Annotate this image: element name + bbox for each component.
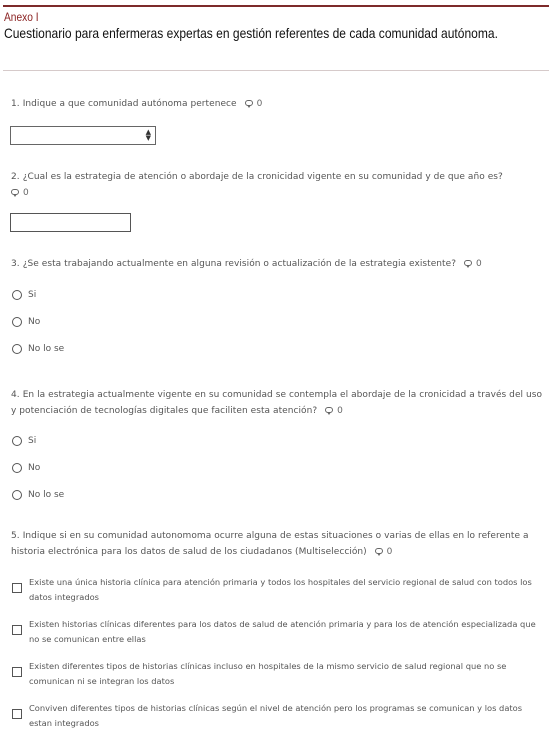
checkbox-option[interactable]: Existe una única historia clínica para atención primaria y todos los hospitales del servicio regional de salud con todos los datos integrados xyxy=(12,575,542,605)
comment-icon xyxy=(11,189,19,195)
checkbox[interactable] xyxy=(12,667,22,677)
comment-count[interactable]: 0 xyxy=(375,544,393,560)
question-number: 2. xyxy=(11,172,20,182)
question-text: Indique si en su comunidad autonomoma ocurre alguna de estas situaciones o varias de ellas en lo referente a historia electrónica para los datos de salud de los ciudadanos (Multiselección) xyxy=(11,531,529,557)
option-si[interactable]: Si xyxy=(12,434,36,448)
checkbox[interactable] xyxy=(12,709,22,719)
question-1 xyxy=(11,96,547,112)
annex-label: Anexo I xyxy=(4,10,39,24)
comment-count[interactable]: 0 xyxy=(325,403,343,419)
comment-icon xyxy=(325,407,333,413)
question-2 xyxy=(11,169,547,201)
radio-button[interactable] xyxy=(12,436,22,446)
comment-icon xyxy=(245,100,253,106)
question-3 xyxy=(11,256,547,272)
question-text: En la estrategia actualmente vigente en su comunidad se contempla el abordaje de la cronicidad a través del uso y potenciación de tecnologías digitales que faciliten esta atención? xyxy=(11,390,543,416)
option-si[interactable]: Si xyxy=(12,288,36,302)
checkbox[interactable] xyxy=(12,583,22,593)
option-no-lo-se[interactable]: No lo se xyxy=(12,488,64,502)
option-no[interactable]: No xyxy=(12,461,40,475)
question-text: ¿Se esta trabajando actualmente en alguna revisión o actualización de la estrategia existente? xyxy=(22,259,457,269)
comment-icon xyxy=(464,260,472,266)
radio-button[interactable] xyxy=(12,490,22,500)
radio-button[interactable] xyxy=(12,463,22,473)
question-text: Indique a que comunidad autónoma pertenece xyxy=(22,99,237,109)
checkbox-option[interactable]: Conviven diferentes tipos de historias clínicas según el nivel de atención pero los programas se comunican y los datos estan integrados xyxy=(12,701,542,731)
comment-count[interactable]: 0 xyxy=(11,185,29,201)
option-no[interactable]: No xyxy=(12,315,40,329)
checkbox[interactable] xyxy=(12,625,22,635)
comment-icon xyxy=(375,548,383,554)
question-number: 1. xyxy=(11,99,20,109)
option-no-lo-se[interactable]: No lo se xyxy=(12,342,64,356)
divider xyxy=(3,70,549,71)
radio-button[interactable] xyxy=(12,344,22,354)
question-5 xyxy=(11,528,547,560)
question-text: ¿Cual es la estrategia de atención o abordaje de la cronicidad vigente en su comunidad y de que año es? xyxy=(22,172,503,182)
checkbox-option[interactable]: Existen diferentes tipos de historias clínicas incluso en hospitales de la mismo servicio de salud regional que no se comunican ni se integran los datos xyxy=(12,659,542,689)
comment-count[interactable]: 0 xyxy=(245,96,263,112)
community-select[interactable] xyxy=(10,126,156,145)
radio-button[interactable] xyxy=(12,317,22,327)
comment-count[interactable]: 0 xyxy=(464,256,482,272)
radio-button[interactable] xyxy=(12,290,22,300)
strategy-input[interactable] xyxy=(10,213,131,232)
select-arrows-icon: ▲ ▼ xyxy=(145,128,151,142)
page-title: Cuestionario para enfermeras expertas en gestión referentes de cada comunidad autónoma. xyxy=(4,25,498,41)
question-number: 5. xyxy=(11,531,20,541)
header-rule xyxy=(3,5,549,7)
question-4 xyxy=(11,387,547,419)
question-number: 3. xyxy=(11,259,20,269)
checkbox-option[interactable]: Existen historias clínicas diferentes para los datos de salud de atención primaria y para los de atención especializada que no se comunican entre ellas xyxy=(12,617,542,647)
question-number: 4. xyxy=(11,390,20,400)
